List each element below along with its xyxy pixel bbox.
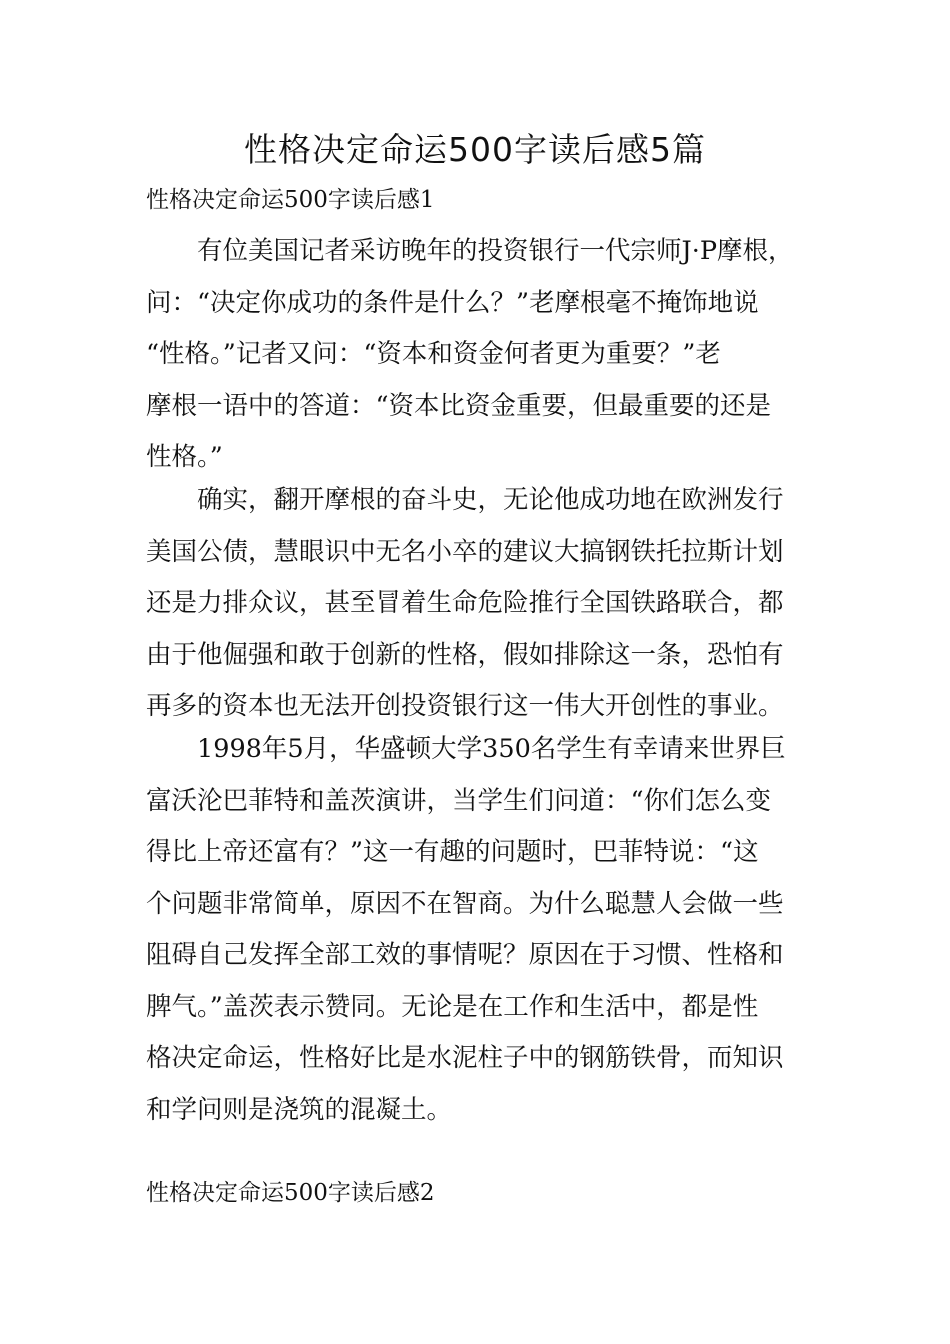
section-heading-1 [146,185,826,215]
paragraph: 1998年5月，华盛顿大学350名学生有幸请来世界巨 富沃沦巴菲特和盖茨演讲，当学生们问道：“你们怎么变 得比上帝还富有？”这一有趣的问题时，巴菲特说：“这 个问题非常简单，原因不在智商。为什么聪慧人会做一些 阻碍自己发挥全部工效的事情呢？原因在于习惯、性格和 脾气。”盖茨表示赞同。无论是在工作和生活中，都是性 格决定命运，性格好比是水泥柱子中的钢筋铁骨，而知识 和学问则是浇筑的混凝土。 [146,734,786,1125]
document-title: 性格决定命运500字读后感5篇 [244,130,706,169]
paragraph-block [146,475,826,733]
paragraph-block [146,226,826,484]
paragraph: 有位美国记者采访晚年的投资银行一代宗师J·P摩根， 问：“决定你成功的条件是什么？”老摩根毫不掩饰地说 “性格。”记者又问：“资本和资金何者更为重要？”老 摩根一语中的答道：“资本比资金重要，但最重要的还是 性格。” [146,236,794,472]
section-heading: 性格决定命运500字读后感2 [146,1180,435,1206]
section-heading: 性格决定命运500字读后感1 [146,187,435,213]
paragraph-block [146,724,826,1136]
paragraph: 确实，翻开摩根的奋斗史，无论他成功地在欧洲发行 美国公债，慧眼识中无名小卒的建议大搞钢铁托拉斯计划 还是力排众议，甚至冒着生命危险推行全国铁路联合，都 由于他倔强和敢于创新的性格，假如排除这一条，恐怕有 再多的资本也无法开创投资银行这一伟大开创性的事业。 [146,485,784,721]
section-heading-2 [146,1178,826,1208]
